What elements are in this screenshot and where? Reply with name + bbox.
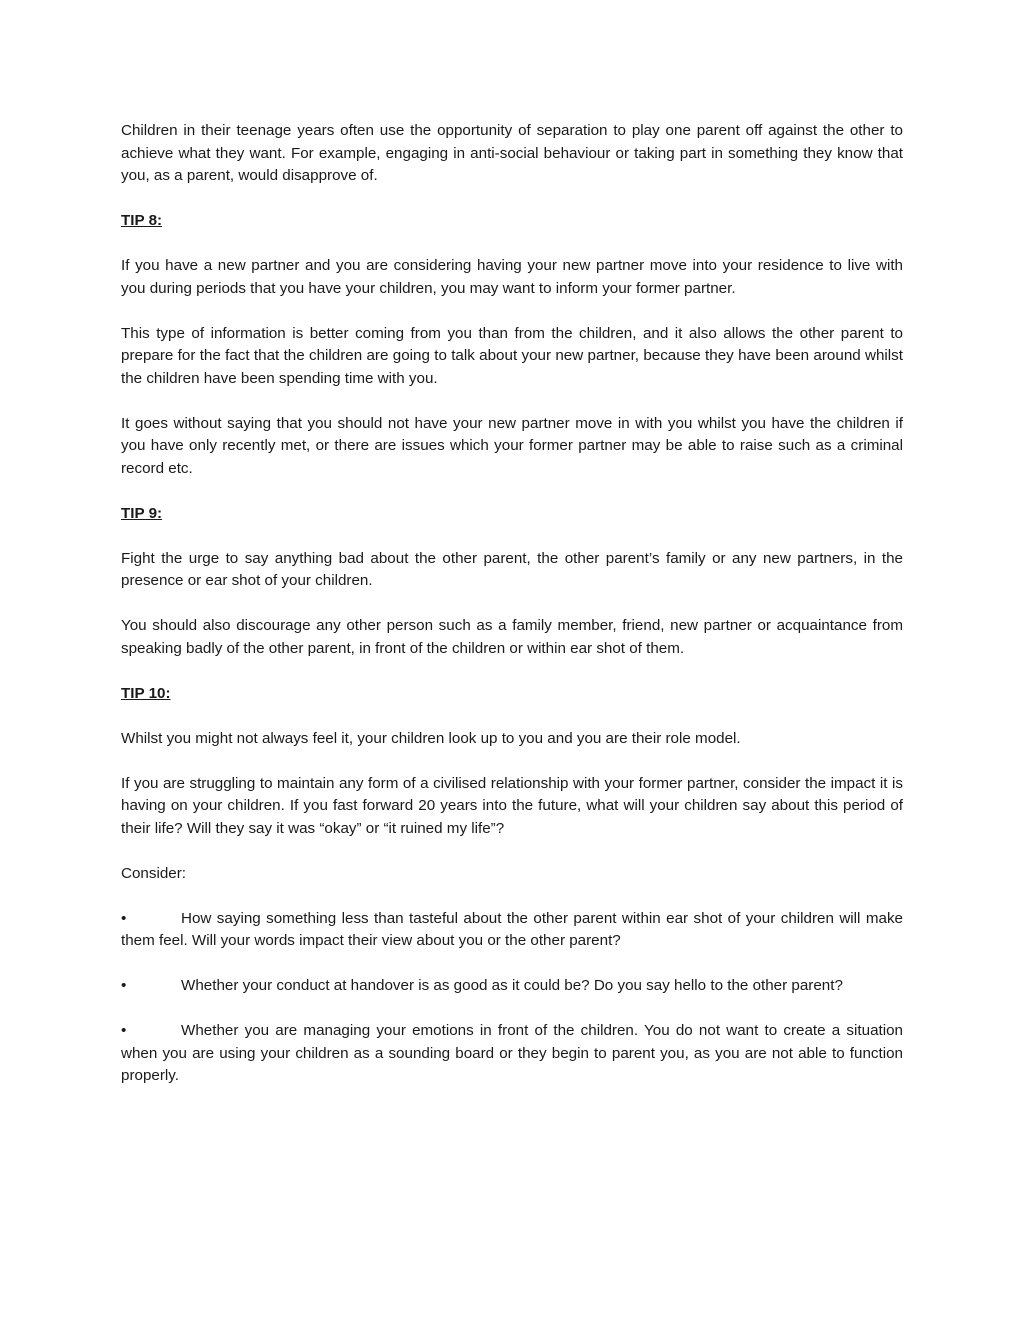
bullet-item-text: Whether your conduct at handover is as good as it could be? Do you say hello to the other parent? (181, 977, 843, 994)
tip-10-consider-label: Consider: (121, 864, 186, 882)
tip-10-paragraph-2: If you are struggling to maintain any form of a civilised relationship with your former partner, consider the impact it is having on your children. If you fast forward 20 years into the future, what will your children say about this period of their life? Will they say it was “okay” or “it ruined my life”? (121, 774, 903, 837)
tip-8-heading: TIP 8: (121, 212, 163, 229)
bullet-icon: • (121, 909, 127, 927)
tip-8-paragraph-2: This type of information is better coming from you than from the children, and it also allows the other parent to prepare for the fact that the children are going to talk about your new partner, because they have been around whilst the children have been spending time with you. (121, 324, 903, 387)
tip-10-heading: TIP 10: (121, 684, 171, 702)
tip-9-paragraph-2: You should also discourage any other person such as a family member, friend, new partner or acquaintance from speaking badly of the other parent, in front of the children or within ear shot of them. (121, 617, 903, 657)
tip-9-heading: TIP 9: (121, 504, 163, 522)
bullet-item-text: Whether you are managing your emotions in front of the children. You do not want to create a situation when you are using your children as a sounding board or they begin to parent you, as you are not able to function properly. (121, 1022, 903, 1084)
tip-9-paragraph-1: Fight the urge to say anything bad about the other parent, the other parent’s family or any new partners, in the presence or ear shot of your children. (121, 549, 903, 589)
intro-paragraph: Children in their teenage years often use the opportunity of separation to play one parent off against the other to achieve what they want. For example, engaging in anti-social behaviour or taking part in something they know that you, as a parent, would disapprove of. (121, 122, 903, 184)
bullet-icon: • (121, 1022, 127, 1039)
bullet-item-1 (121, 908, 903, 953)
bullet-item-3 (121, 1020, 903, 1088)
bullet-item-text: How saying something less than tasteful about the other parent within ear shot of your children will make them feel. Will your words impact their view about you or the other parent? (121, 909, 903, 949)
document-page (121, 120, 903, 1110)
tip-8-paragraph-1: If you have a new partner and you are considering having your new partner move into your residence to live with you during periods that you have your children, you may want to inform your former partner. (121, 257, 903, 297)
bullet-icon: • (121, 977, 127, 994)
tip-10-paragraph-1: Whilst you might not always feel it, your children look up to you and you are their role model. (121, 729, 741, 747)
bullet-item-2 (121, 975, 903, 998)
tip-8-paragraph-3: It goes without saying that you should not have your new partner move in with you whilst you have the children if you have only recently met, or there are issues which your former partner may be able to raise such as a criminal record etc. (121, 414, 903, 477)
